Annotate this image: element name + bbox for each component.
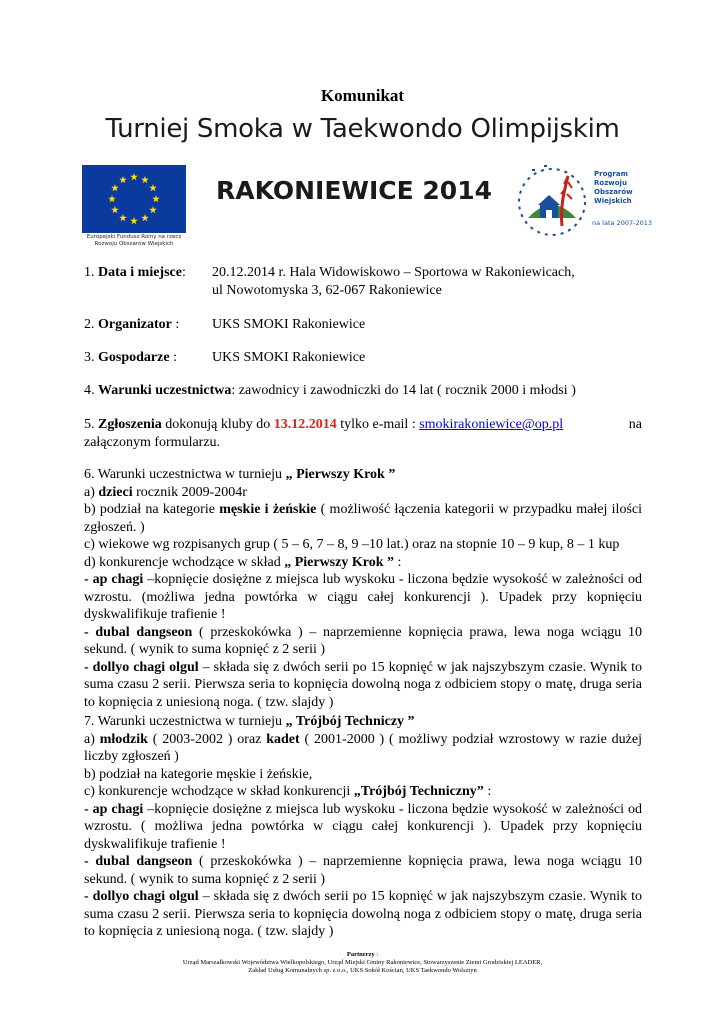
section-4-label: Warunki uczestnictwa: [98, 383, 232, 398]
section-6-tournament-name: „ Pierwszy Krok ”: [285, 467, 396, 482]
section-1-number: 1.: [84, 265, 98, 280]
section-6-dubal-name: - dubal dangseon: [84, 624, 193, 640]
eu-fund-caption: [78, 234, 190, 248]
section-7-heading-text: 7. Warunki uczestnictwa w turnieju: [84, 714, 286, 729]
section-5-text-4: załączonym formularzu.: [84, 434, 221, 450]
section-5-deadline: 13.12.2014: [273, 417, 337, 432]
section-7-a-bold-1: młodzik: [99, 731, 148, 747]
section-5-text-2: tylko e-mail :: [336, 417, 420, 432]
section-7-item-a: [84, 731, 642, 766]
prow-line3: Obszarów: [594, 188, 633, 196]
section-4-line: [84, 382, 642, 399]
section-6-item-d: [84, 554, 642, 572]
section-5-head: [84, 416, 563, 434]
section-7-ap-chagi: [84, 801, 642, 854]
section-6-dubal-dangseon: [84, 624, 642, 659]
section-7-tournament-name: „ Trójbój Techniczy ”: [285, 714, 415, 729]
section-6-item-a: [84, 484, 642, 502]
footer-line2: Zakład Usług Komunalnych sp. z o.o., UKS Sokół Kościan, UKS Taekwondo Wolsztyn: [248, 967, 477, 974]
section-7-a-prefix: a): [84, 731, 100, 747]
prow-logo: [514, 162, 654, 242]
section-6-d-colon: :: [393, 554, 402, 570]
section-6-block: [84, 466, 642, 711]
section-2-number: 2.: [84, 317, 98, 332]
section-5-label: Zgłoszenia: [98, 417, 162, 432]
section-7-dubal-name: - dubal dangseon: [84, 854, 193, 869]
section-6-a-bold: dzieci: [98, 484, 133, 500]
footer-partners: [0, 951, 725, 975]
eu-caption-line1: Europejski Fundusz Rolny na rzecz: [86, 234, 182, 240]
section-6-item-c: c) wiekowe wg rozpisanych grup ( 5 – 6, 7 – 8, 9 –10 lat.) oraz na stopnie 10 – 9 kup, 8 – 1 kup: [84, 537, 620, 552]
section-7-dollyo-chagi: [84, 888, 642, 941]
section-3-line: [84, 349, 642, 366]
komunikat-heading: Komunikat: [320, 86, 405, 105]
section-3-colon: :: [169, 350, 177, 365]
footer-label: Partnerzy: [346, 951, 375, 958]
section-6-dollyo-text: – składa się z dwóch serii po 15 kopnięć w jak najszybszym czasie. Wynik to suma czasu 2 serii. Pierwsza seria to kopnięcia dowolną noga z odbiciem stopy o matę, druga seria to kopnięcia z uniesioną noga. ( tzw. slajdy ): [84, 659, 642, 710]
section-7-c-prefix: c) konkurencje wchodzące w skład konkurencji: [84, 784, 354, 799]
footer-colon: :: [374, 951, 379, 958]
section-5-text-1: dokonują kluby do: [161, 417, 274, 432]
section-1-value-1: 20.12.2014 r. Hala Widowiskowo – Sportowa w Rakoniewicach,: [212, 265, 575, 280]
section-7-a-bold-2: kadet: [266, 731, 300, 747]
prow-line2: Rozwoju: [594, 179, 627, 187]
section-6-b-prefix: b) podział na kategorie: [84, 502, 220, 517]
section-3-value: UKS SMOKI Rakoniewice: [212, 350, 366, 365]
section-4-number: 4.: [84, 383, 98, 398]
section-6-b-bold: męskie i żeńskie: [219, 502, 317, 517]
section-7-c-bold: „Trójbój Techniczny”: [353, 784, 484, 799]
section-2-label: Organizator: [98, 317, 172, 332]
section-7-dollyo-name: - dollyo chagi olgul: [84, 889, 199, 904]
event-subtitle: RAKONIEWICE 2014: [216, 176, 492, 205]
footer-line1: Urząd Marszałkowski Województwa Wielkopolskiego, Urząd Miejski Gminy Rakoniewice, Stowarzyszenie Ziemi Grodziskiej LEADER,: [182, 959, 543, 966]
section-7-item-b: b) podział na kategorie męskie i żeńskie,: [84, 766, 313, 782]
section-6-d-prefix: d) konkurencje wchodzące w skład: [84, 554, 285, 570]
section-2-colon: :: [171, 317, 180, 332]
section-6-dollyo-chagi: [84, 659, 642, 712]
prow-years: na lata 2007-2013: [592, 219, 652, 227]
section-7-c-colon: :: [483, 784, 492, 799]
section-6-a-prefix: a): [84, 484, 99, 500]
section-7-a-text-2: ( 2001-2000 ) ( możliwy podział wzrostowy w razie dużej liczby zgłoszeń ): [84, 731, 642, 764]
section-6-ap-chagi-name: - ap chagi: [84, 572, 144, 587]
section-1-line1: [84, 264, 642, 281]
section-1-label: Data i miejsce: [98, 265, 182, 280]
section-5-number: 5.: [84, 417, 98, 432]
prow-line4: Wiejskich: [594, 197, 632, 205]
section-3-label: Gospodarze: [98, 350, 170, 365]
section-7-block: [84, 713, 642, 941]
section-1-colon: :: [181, 265, 186, 280]
section-7-dubal-text: ( przeskokówka ) – naprzemienne kopnięcia prawa, lewa noga wciągu 10 sekund. ( wynik to suma kopnięć z 2 serii ): [84, 854, 642, 887]
section-6-dollyo-name: - dollyo chagi olgul: [84, 659, 199, 675]
section-2-line: [84, 316, 642, 333]
section-6-item-b: [84, 501, 642, 536]
section-5-line1: [84, 416, 642, 434]
section-7-ap-chagi-name: - ap chagi: [84, 801, 144, 817]
section-5-text-3: na: [628, 417, 642, 432]
section-6-dubal-text: ( przeskokówka ) – naprzemienne kopnięcia prawa, lewa noga wciągu 10 sekund. ( wynik to suma kopnięć z 2 serii ): [84, 624, 642, 657]
section-6-a-text: rocznik 2009-2004r: [132, 484, 247, 500]
section-1-value-2: ul Nowotomyska 3, 62-067 Rakoniewice: [212, 283, 442, 298]
section-7-a-text-1: ( 2003-2002 ) oraz: [147, 731, 267, 747]
section-3-number: 3.: [84, 350, 98, 365]
section-6-heading-text: 6. Warunki uczestnictwa w turnieju: [84, 467, 286, 482]
section-6-ap-chagi: [84, 571, 642, 624]
section-7-dubal-dangseon: [84, 853, 642, 888]
section-7-heading: [84, 713, 642, 731]
section-7-dollyo-text: – składa się z dwóch serii po 15 kopnięć w jak najszybszym czasie. Wynik to suma czasu 2 serii. Pierwsza seria to kopnięcia dowolną noga z odbiciem stopy o matę, druga seria to kopnięcia z uniesioną noga. ( tzw. slajdy ): [84, 889, 642, 939]
section-6-b-text: ( możliwość łączenia kategorii w przypadku małej ilości zgłoszeń. ): [84, 502, 642, 535]
section-7-ap-chagi-text: –kopnięcie dosiężne z miejsca lub wyskoku - liczona będzie wysokość w zależności od wzrostu. ( możliwa jedna powtórka w ciągu całej konkurencji ). Upadek przy kopnięciu dyskwalifikuje trafienie !: [84, 801, 642, 852]
section-6-d-bold: „ Pierwszy Krok ”: [284, 554, 394, 570]
eu-caption-line2: Rozwoju Obszarów Wiejskich: [94, 241, 174, 247]
section-4-text: : zawodnicy i zawodniczki do 14 lat ( rocznik 2000 i młodsi ): [231, 383, 576, 398]
prow-line1: Program: [594, 170, 628, 178]
section-6-ap-chagi-text: –kopnięcie dosiężne z miejsca lub wyskoku - liczona będzie wysokość w zależności od wzrostu. (możliwa jedna powtórka w ciągu całej konkurencji ). Upadek przy kopnięciu dyskwalifikuje trafienie !: [84, 572, 642, 622]
eu-flag-logo: [82, 165, 186, 233]
section-6-heading: [84, 466, 642, 484]
section-5-email-link[interactable]: smokirakoniewice@op.pl: [419, 417, 564, 432]
section-7-item-c: [84, 783, 642, 801]
section-2-value: UKS SMOKI Rakoniewice: [212, 317, 366, 332]
section-5-paragraph: [84, 416, 642, 451]
tournament-title: Turniej Smoka w Taekwondo Olimpijskim: [105, 114, 620, 144]
footer-label-row: [0, 951, 725, 959]
